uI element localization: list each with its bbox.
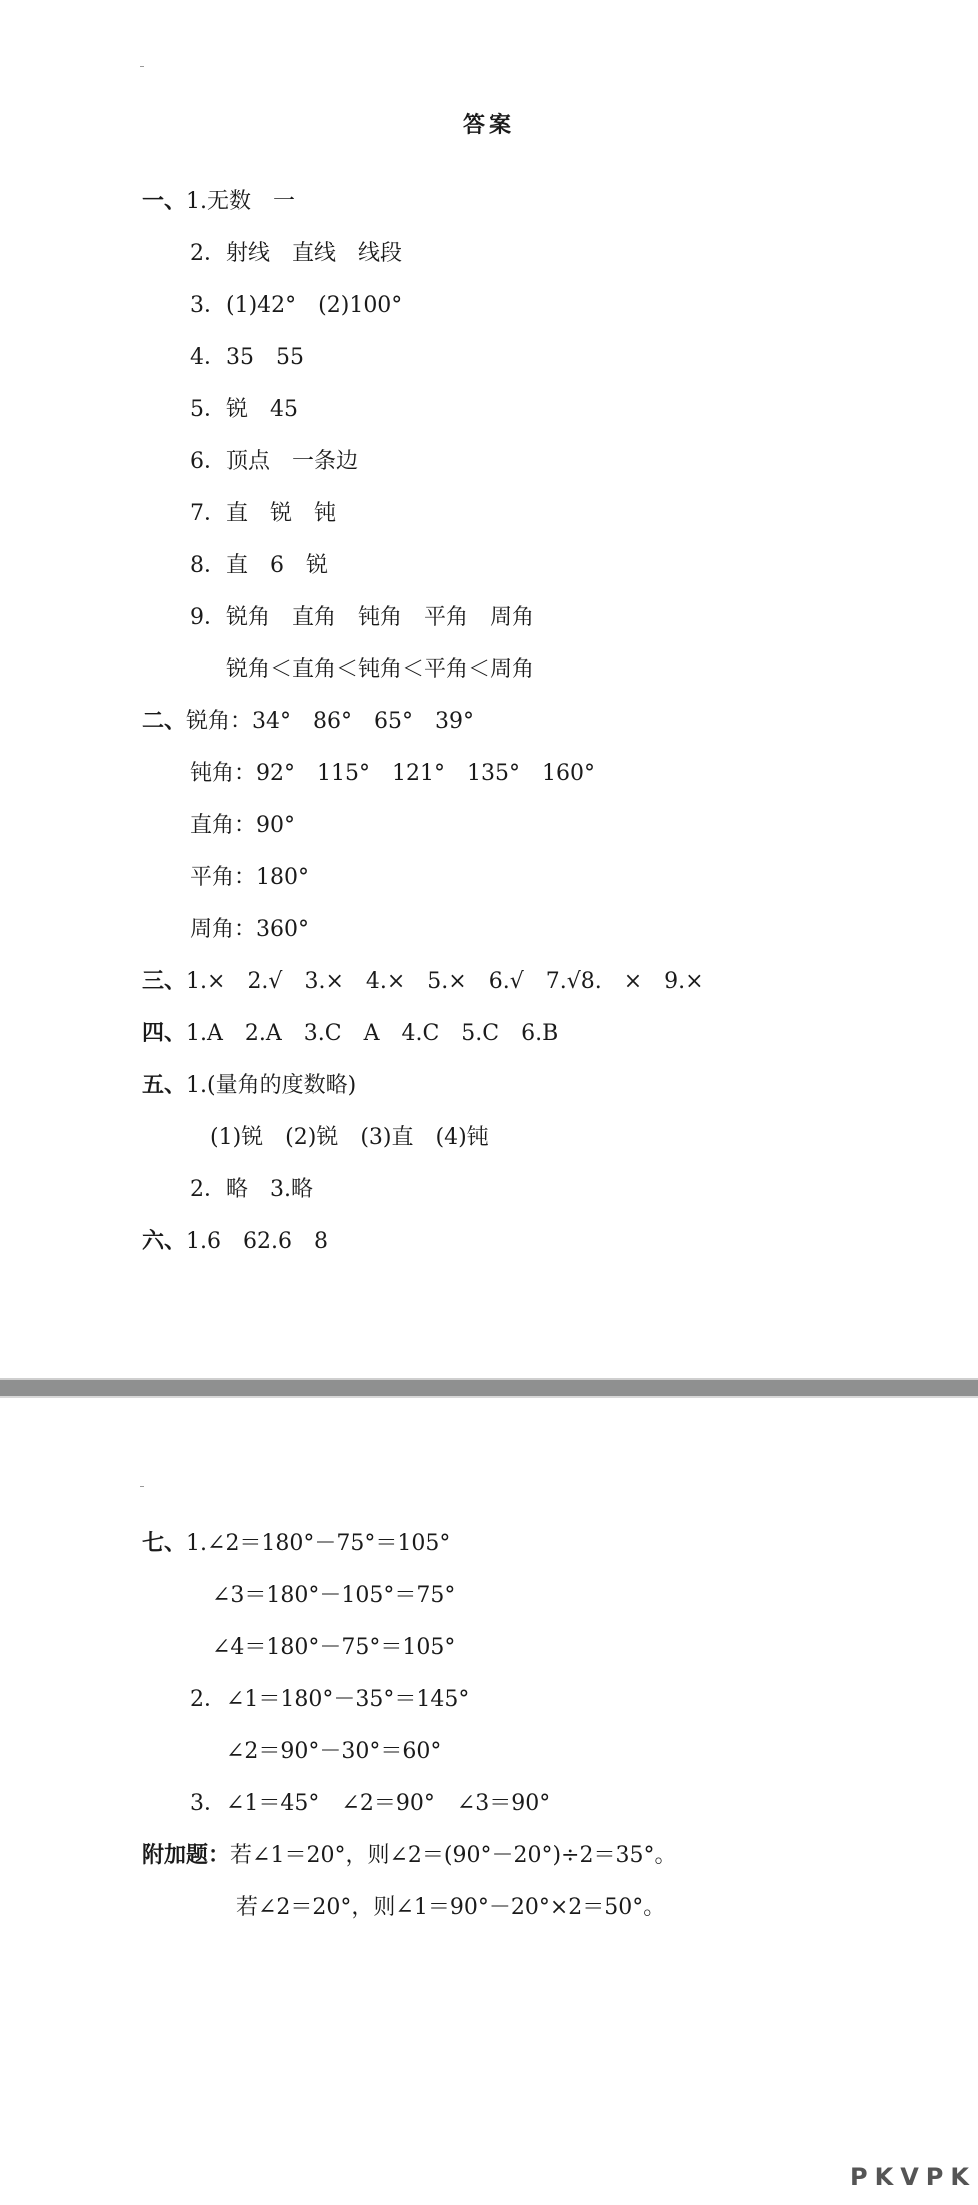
answer-text: 1.6 62.6 8 (186, 1229, 328, 1254)
answer-line (190, 498, 336, 529)
answer-line (190, 758, 595, 789)
page-corner-mark (140, 66, 144, 67)
page-title: 答案 (462, 112, 515, 138)
answer-text: 4．35 55 (190, 345, 304, 370)
answer-text: 5．锐 45 (190, 397, 298, 422)
answer-line (226, 654, 534, 685)
answer-line (190, 1684, 469, 1715)
answer-text: 钝角：92° 115° 121° 135° 160° (190, 761, 595, 786)
answer-text: ∠4＝180°－75°＝105° (212, 1635, 456, 1660)
page-divider (0, 1378, 978, 1398)
answer-text: 周角：360° (190, 917, 309, 942)
answer-text: 1.(量角的度数略) (186, 1073, 357, 1098)
answer-line (142, 186, 295, 217)
section-label: 五、 (142, 1072, 187, 1098)
answer-text: 锐角＜直角＜钝角＜平角＜周角 (226, 657, 535, 682)
answer-text: ∠3＝180°－105°＝75° (212, 1583, 456, 1608)
answer-text: 3．∠1＝45° ∠2＝90° ∠3＝90° (190, 1791, 551, 1816)
answer-text: 若∠1＝20°，则∠2＝(90°－20°)÷2＝35°。 (230, 1843, 677, 1868)
answer-text: 3．(1)42° (2)100° (190, 293, 403, 318)
answer-text: 6．顶点 一条边 (190, 449, 358, 474)
answer-line (142, 1528, 450, 1559)
answer-line (236, 1892, 665, 1923)
answer-text: 2．略 3.略 (190, 1177, 313, 1202)
answer-text: 1.A 2.A 3.C A 4.C 5.C 6.B (186, 1021, 559, 1046)
section-label: 六、 (142, 1228, 187, 1254)
answer-text: (1)锐 (2)锐 (3)直 (4)钝 (210, 1125, 489, 1150)
answer-line (190, 1788, 550, 1819)
watermark: PKVPK (850, 2163, 976, 2191)
answer-line (190, 342, 304, 373)
answer-line (142, 966, 704, 997)
answer-line (142, 1226, 328, 1257)
answer-text: 若∠2＝20°，则∠1＝90°－20°×2＝50°。 (236, 1895, 666, 1920)
answer-text: 1.无数 一 (186, 189, 296, 214)
answer-line (142, 706, 474, 737)
answer-line (190, 914, 309, 945)
answer-text: 1.∠2＝180°－75°＝105° (186, 1531, 451, 1556)
answer-text: ∠2＝90°－30°＝60° (226, 1739, 442, 1764)
answer-line (190, 394, 298, 425)
answer-text: 2．射线 直线 线段 (190, 241, 402, 266)
answer-text: 2．∠1＝180°－35°＝145° (190, 1687, 470, 1712)
answer-text: 平角：180° (190, 865, 309, 890)
answer-line (210, 1122, 489, 1153)
answer-page-2 (0, 1398, 978, 2205)
answer-text: 7．直 锐 钝 (190, 501, 336, 526)
answer-line (142, 1840, 676, 1871)
section-label: 三、 (142, 968, 187, 994)
answer-line (142, 1070, 356, 1101)
section-label: 四、 (142, 1020, 187, 1046)
answer-line (190, 602, 534, 633)
answer-line (190, 550, 328, 581)
answer-line (190, 862, 309, 893)
answer-text: 8．直 6 锐 (190, 553, 328, 578)
answer-line (212, 1580, 455, 1611)
answer-line (190, 446, 358, 477)
section-label: 一、 (142, 188, 187, 214)
answer-line (142, 1018, 558, 1049)
answer-line (212, 1632, 455, 1663)
answer-line (190, 238, 402, 269)
section-label: 附加题： (142, 1842, 231, 1868)
answer-line (190, 1174, 313, 1205)
answer-line (190, 290, 402, 321)
answer-line (226, 1736, 441, 1767)
section-label: 二、 (142, 708, 187, 734)
answer-text: 锐角：34° 86° 65° 39° (186, 709, 474, 734)
page-corner-mark (140, 1486, 144, 1487)
answer-text: 1.× 2.√ 3.× 4.× 5.× 6.√ 7.√8. × 9.× (186, 969, 704, 994)
answer-text: 直角：90° (190, 813, 295, 838)
section-label: 七、 (142, 1530, 187, 1556)
answer-line (190, 810, 295, 841)
answer-text: 9．锐角 直角 钝角 平角 周角 (190, 605, 534, 630)
